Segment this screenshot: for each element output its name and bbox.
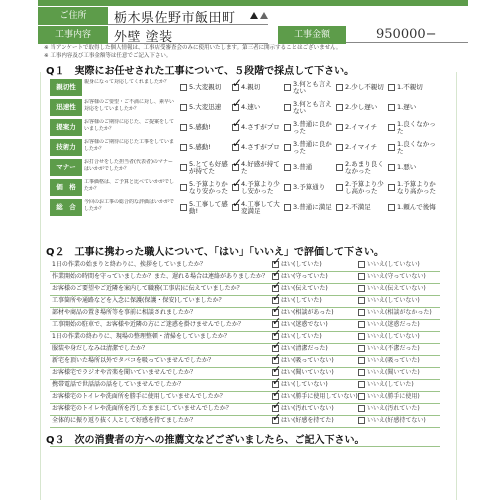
q2-question: お客様宅のトイレや洗面所を汚したままにしていませんでしたか？: [52, 405, 232, 412]
checkbox[interactable]: [180, 184, 187, 191]
q1-row: [50, 158, 440, 177]
checkbox[interactable]: [358, 321, 365, 328]
q1-option-label: 3.普通に良かった: [293, 140, 332, 155]
q1-category: 総 合: [50, 199, 82, 216]
q1-option-label: 2.予算より少し高かった: [345, 180, 384, 195]
right-border: [456, 72, 457, 500]
q1-option-label: 4.親切: [241, 83, 261, 91]
q1-option[interactable]: [232, 156, 282, 175]
note-line: ※ 当アンケートで取得した個人情報は、工事店受審査会のみに使用いたします。第三者に開示することはございません。: [44, 45, 342, 51]
q1-option[interactable]: [336, 141, 386, 155]
q1-option[interactable]: [336, 201, 386, 215]
q2-yes-label: はい(勝手に使用していない): [281, 393, 358, 400]
q2-yes-option[interactable]: [272, 411, 354, 426]
q2-yes-option[interactable]: [272, 387, 358, 402]
q2-no-option[interactable]: [358, 319, 440, 330]
q1-category: 価 格: [50, 179, 82, 196]
q1-option-label: 5.感動!: [189, 123, 211, 131]
q1-option-label: 3.普通: [293, 163, 313, 171]
q1-option[interactable]: [336, 101, 386, 115]
q2-yes-option[interactable]: [272, 279, 354, 294]
q2-no-label: いいえ(していない): [367, 297, 420, 304]
q2-no-option[interactable]: [358, 379, 440, 390]
checkbox[interactable]: [180, 164, 187, 171]
checkbox[interactable]: [358, 333, 365, 340]
check-mark-icon: ✓: [232, 196, 243, 210]
q2-no-label: いいえ(していた): [367, 381, 414, 388]
checkbox[interactable]: [388, 124, 395, 131]
q1-option-label: 1.悪い: [397, 163, 417, 171]
q3-title: Q３ 次の消費者の方への推薦文などございましたら、ご記入下さい。: [46, 435, 365, 446]
q1-category: 迅速性: [50, 99, 82, 116]
q1-option[interactable]: [232, 196, 282, 215]
check-mark-icon: ✓: [272, 291, 282, 304]
q2-yes-label: はい(好感を持てた): [281, 417, 334, 424]
q1-option[interactable]: [336, 81, 386, 95]
work-field[interactable]: [108, 26, 268, 44]
q1-option[interactable]: [284, 201, 334, 215]
q2-question: 部材や商品の置き場所等を事前に相談されましたか？: [52, 309, 197, 316]
q1-option-label: 5.とても好感が持てた: [189, 160, 228, 175]
q2-question: 携帯電話で世話話の話をしていませんでしたか？: [52, 381, 185, 388]
checkbox[interactable]: [358, 417, 365, 424]
q1-option-label: 2.不満足: [345, 203, 371, 211]
check-mark-icon: ✓: [272, 327, 282, 340]
q1-option[interactable]: [388, 181, 438, 195]
work-row: [38, 26, 468, 44]
q1-option[interactable]: [180, 101, 230, 115]
q2-question: お客様宅でラジオや音楽を聞いていませんでしたか？: [52, 369, 197, 376]
q1-question: 工事価格は、ご予算と比べていかがでしたか？: [84, 179, 175, 192]
checkbox[interactable]: [180, 204, 187, 211]
q1-category: 技術力: [50, 139, 82, 156]
q1-option[interactable]: [232, 136, 282, 155]
q2-no-label: いいえ(していない): [367, 333, 420, 340]
q1-category: マナー: [50, 159, 82, 176]
checkbox[interactable]: [232, 116, 243, 131]
q2-yes-label: はい(していた): [281, 333, 322, 340]
q1-option-label: 4.さすがプロ: [241, 123, 280, 131]
check-mark-icon: ✓: [232, 176, 243, 190]
note-line: ※ 工事内容及び工事金額等は任意でご記入下さい。: [44, 53, 172, 59]
checkbox[interactable]: [284, 104, 291, 111]
checkbox[interactable]: [358, 381, 365, 388]
q1-option-label: 1.良くなかった: [397, 140, 436, 155]
checkbox[interactable]: [284, 184, 291, 191]
checkbox[interactable]: [388, 204, 395, 211]
address-field[interactable]: [108, 7, 268, 25]
q2-no-option[interactable]: [358, 307, 440, 318]
checkbox[interactable]: [180, 124, 187, 131]
q2-no-option[interactable]: [358, 391, 440, 402]
q1-option-label: 4.予算より少し安かった: [241, 180, 280, 195]
check-mark-icon: ✓: [272, 279, 282, 292]
checkbox[interactable]: [284, 204, 291, 211]
q2-yes-option[interactable]: [272, 339, 354, 354]
q2-yes-option[interactable]: [272, 375, 354, 390]
check-mark-icon: ✓: [272, 303, 282, 316]
q1-option[interactable]: [284, 121, 334, 135]
work-value: 外壁 塗装: [114, 30, 173, 45]
q1-question: お客様のご要望・ご不満に対し、素早い対応をしていましたか？: [84, 99, 175, 112]
q2-question: 作業開始の時間を守っていましたか？また、遅れる場合は連絡がありましたか？: [52, 273, 268, 280]
q2-no-label: いいえ(伝えていない): [367, 285, 426, 292]
q1-option-label: 5.感動!: [189, 143, 211, 151]
q1-option-label: 5.工事して感動!: [189, 200, 228, 215]
check-mark-icon: ✓: [232, 156, 243, 170]
q1-option[interactable]: [284, 141, 334, 155]
checkbox[interactable]: [388, 184, 395, 191]
check-mark-icon: ✓: [272, 363, 282, 376]
q2-yes-label: はい(伝えていた): [281, 285, 328, 292]
check-mark-icon: ✓: [232, 136, 243, 150]
work-label: 工事内容: [38, 26, 108, 44]
q2-no-option[interactable]: [358, 403, 440, 414]
check-mark-icon: ✓: [272, 399, 282, 412]
check-mark-icon: ✓: [272, 351, 282, 364]
amount-field[interactable]: 950000−: [346, 26, 468, 43]
q2-yes-option[interactable]: [272, 363, 354, 378]
q1-option-label: 1.不親切: [397, 83, 423, 91]
checkbox[interactable]: [358, 393, 365, 400]
checkbox[interactable]: [232, 76, 243, 91]
q1-category: 親切性: [50, 79, 82, 96]
q1-option-label: 4.工事して大変満足: [241, 200, 280, 215]
q2-yes-option[interactable]: [272, 327, 354, 342]
q2-no-label: いいえ(守っていない): [367, 273, 426, 280]
q1-option-label: 1.予算よりかなり高かった: [397, 180, 436, 195]
q1-option-label: 3.何とも言えない: [293, 100, 332, 115]
q1-option-label: 2.あまり良くなかった: [345, 160, 384, 175]
q1-row: [50, 118, 440, 137]
q2-yes-option[interactable]: [272, 291, 354, 306]
q2-no-option[interactable]: [358, 259, 440, 270]
checkbox[interactable]: [358, 285, 365, 292]
checkbox[interactable]: [232, 96, 243, 111]
address-value: 栃木県佐野市飯田町: [114, 11, 236, 26]
q2-no-label: いいえ(不潔だった): [367, 345, 420, 352]
q1-option[interactable]: [388, 161, 438, 175]
q2-row: [50, 411, 440, 428]
checkbox[interactable]: [284, 144, 291, 151]
q2-yes-option[interactable]: [272, 315, 354, 330]
q2-question: 全体的に振り返り抜く人として好感を持てましたか？: [52, 417, 197, 424]
checkbox[interactable]: [272, 411, 282, 424]
q1-option[interactable]: [284, 101, 334, 115]
q1-option[interactable]: [180, 201, 230, 215]
q2-question: 1日の作業の始まりと終わりに、挨拶をしていましたか？: [52, 261, 206, 268]
checkbox[interactable]: [358, 273, 365, 280]
checkbox[interactable]: [336, 204, 343, 211]
q1-option[interactable]: [180, 161, 230, 175]
q1-row: [50, 178, 440, 197]
check-mark-icon: ✓: [232, 76, 243, 90]
q1-option-label: 5.大変迅速: [189, 103, 222, 111]
checkbox[interactable]: [180, 84, 187, 91]
check-mark-icon: ✓: [272, 387, 282, 400]
checkbox[interactable]: [284, 84, 291, 91]
q2-no-option[interactable]: [358, 343, 440, 354]
q2-question: お客様のご要望やご近隣を案内して職務(工事店)に伝えていましたか？: [52, 285, 243, 292]
amount-label: 工事金額: [278, 26, 346, 44]
triangle-marker-icon: [250, 12, 258, 19]
q1-category: 提案力: [50, 119, 82, 136]
q1-option-label: 1.遅い: [397, 103, 417, 111]
check-mark-icon: ✓: [272, 339, 282, 352]
checkbox[interactable]: [180, 144, 187, 151]
q2-no-option[interactable]: [358, 283, 440, 294]
q1-row: [50, 138, 440, 157]
q2-yes-label: はい(していた): [281, 261, 322, 268]
checkbox[interactable]: [388, 84, 395, 91]
q1-option[interactable]: [336, 181, 386, 195]
left-border: [40, 72, 41, 500]
check-mark-icon: ✓: [232, 96, 243, 110]
q3-comment-area[interactable]: [50, 446, 440, 501]
q1-row: [50, 198, 440, 217]
q1-option-label: 2.少し遅い: [345, 103, 378, 111]
q2-no-label: いいえ(相談がなかった): [367, 309, 432, 316]
checkbox[interactable]: [358, 357, 365, 364]
q1-option[interactable]: [388, 81, 438, 95]
check-mark-icon: ✓: [272, 375, 282, 388]
checkbox[interactable]: [232, 136, 243, 151]
q1-option[interactable]: [388, 121, 438, 135]
checkbox[interactable]: [358, 369, 365, 376]
q1-option[interactable]: [232, 76, 282, 95]
q1-option-label: 4.好感が持てた: [241, 160, 280, 175]
q1-title: Q１ 実際にお任せされた工事について、５段階で採点して下さい。: [46, 66, 355, 77]
q1-row: [50, 98, 440, 117]
q2-yes-label: はい(聞いていない): [281, 369, 334, 376]
checkbox[interactable]: [358, 309, 365, 316]
q2-no-option[interactable]: [358, 415, 440, 426]
q2-yes-label: はい(汚れていない): [281, 405, 334, 412]
q2-no-label: いいえ(迷惑だった): [367, 321, 420, 328]
q2-question: 服装や身だしなみは清潔でしたか？: [52, 345, 149, 352]
q2-yes-option[interactable]: [272, 351, 354, 366]
checkbox[interactable]: [284, 164, 291, 171]
q2-question: お客様宅のトイレや洗面所を勝手に使用していませんでしたか？: [52, 393, 226, 400]
q2-no-option[interactable]: [358, 271, 440, 282]
q2-no-option[interactable]: [358, 331, 440, 342]
q2-no-label: いいえ(汚れていた): [367, 405, 420, 412]
q1-option[interactable]: [388, 201, 438, 215]
q1-option-label: 1.良くなかった: [397, 120, 436, 135]
q2-no-label: いいえ(勝手に使用): [367, 393, 420, 400]
q1-option[interactable]: [336, 161, 386, 175]
checkbox[interactable]: [336, 164, 343, 171]
q1-option-label: 5.予算よりかなり安かった: [189, 180, 228, 195]
triangle-marker-icon: [260, 12, 268, 19]
header-top-bar: [38, 0, 468, 6]
q2-yes-label: はい(守っていた): [281, 273, 328, 280]
q1-option-label: 3.普通に良かった: [293, 120, 332, 135]
q1-option-label: 4.速い: [241, 103, 261, 111]
q1-option-label: 5.大変親切: [189, 83, 222, 91]
q1-question: 親身になって対応してくれましたか？: [84, 79, 170, 85]
q2-no-label: いいえ(吸っていた): [367, 357, 420, 364]
checkbox[interactable]: [388, 144, 395, 151]
checkbox[interactable]: [388, 104, 395, 111]
header-notes: [44, 44, 464, 60]
checkbox[interactable]: [358, 261, 365, 268]
q2-yes-label: はい(迷惑でない): [281, 321, 328, 328]
q1-option-label: 2.少し不親切: [345, 83, 384, 91]
q1-option[interactable]: [284, 161, 334, 175]
q2-no-option[interactable]: [358, 367, 440, 378]
checkbox[interactable]: [284, 124, 291, 131]
q2-yes-label: はい(していない): [281, 381, 328, 388]
q2-no-option[interactable]: [358, 355, 440, 366]
q2-yes-label: はい(していた): [281, 297, 322, 304]
checkbox[interactable]: [232, 176, 243, 191]
q2-title: Q２ 工事に携わった職人について、「はい」「いいえ」で評価して下さい。: [46, 247, 385, 258]
checkbox[interactable]: [388, 164, 395, 171]
q2-no-label: いいえ(好感持てない): [367, 417, 426, 424]
checkbox[interactable]: [336, 104, 343, 111]
q1-option-label: 1.頼んで後悔: [397, 203, 436, 211]
q1-row: [50, 78, 440, 97]
q1-option[interactable]: [388, 101, 438, 115]
q2-yes-label: はい(相談があった): [281, 309, 334, 316]
q1-option[interactable]: [232, 96, 282, 115]
q2-question: 工事開始の駐車で、お客様や近隣の方にご迷惑を掛けませんでしたか？: [52, 321, 244, 328]
checkbox[interactable]: [358, 297, 365, 304]
q1-question: お打合せをした担当者(代表者)のマナーはいかがでしたか？: [84, 159, 173, 172]
q1-option[interactable]: [232, 176, 282, 195]
q1-option[interactable]: [232, 116, 282, 135]
q1-option-label: 2.イマイチ: [345, 123, 378, 131]
checkbox[interactable]: [232, 156, 243, 171]
q2-no-option[interactable]: [358, 295, 440, 306]
check-mark-icon: ✓: [272, 267, 282, 280]
q2-question: 工事箇所や通路などを入念に保護(保護・保安)していましたか？: [52, 297, 225, 304]
q1-option[interactable]: [284, 81, 334, 95]
q1-option[interactable]: [180, 181, 230, 195]
q1-option-label: 3.普通に満足: [293, 203, 332, 211]
q2-no-label: いいえ(聞いていた): [367, 369, 420, 376]
checkbox[interactable]: [336, 144, 343, 151]
q2-no-label: いいえ(していない): [367, 261, 420, 268]
check-mark-icon: ✓: [272, 255, 282, 268]
checkbox[interactable]: [336, 84, 343, 91]
q1-option[interactable]: [388, 141, 438, 155]
q1-option[interactable]: [284, 181, 334, 195]
check-mark-icon: ✓: [272, 411, 282, 424]
q2-question: 1日の作業の終わりに、現場の整理整頓・清掃をしていましたか？: [52, 333, 230, 340]
q2-yes-label: はい(清潔だった): [281, 345, 328, 352]
checkbox[interactable]: [358, 405, 365, 412]
q1-option[interactable]: [180, 121, 230, 135]
q1-question: お客様のご期待に応じた工事をしていましたか？: [84, 139, 175, 152]
q2-yes-label: はい(吸っていない): [281, 357, 334, 364]
q1-option[interactable]: [180, 141, 230, 155]
q2-yes-option[interactable]: [272, 255, 354, 270]
q1-option[interactable]: [336, 121, 386, 135]
checkbox[interactable]: [358, 345, 365, 352]
q2-yes-option[interactable]: [272, 399, 354, 414]
q2-question: 新宅を頂いた場所以外でタバコを吸っていませんでしたか？: [52, 357, 214, 364]
q1-option[interactable]: [180, 81, 230, 95]
address-label: ご住所: [38, 7, 108, 25]
checkbox[interactable]: [336, 184, 343, 191]
q2-yes-option[interactable]: [272, 303, 354, 318]
address-row: [38, 7, 468, 25]
checkbox[interactable]: [232, 196, 243, 211]
q1-option-label: 3.何とも言えない: [293, 80, 332, 95]
q1-question: 今回のお工事の総合的な評価はいかがでしたか？: [84, 199, 175, 212]
q1-option-label: 4.さすがプロ: [241, 143, 280, 151]
checkbox[interactable]: [180, 104, 187, 111]
checkbox[interactable]: [336, 124, 343, 131]
q2-yes-option[interactable]: [272, 267, 354, 282]
check-mark-icon: ✓: [272, 315, 282, 328]
q1-question: お客様のご期待に応じた、ご提案をしていましたか？: [84, 119, 175, 132]
q1-option-label: 2.イマイチ: [345, 143, 378, 151]
q1-option-label: 3.予算通り: [293, 183, 326, 191]
check-mark-icon: ✓: [232, 116, 243, 130]
